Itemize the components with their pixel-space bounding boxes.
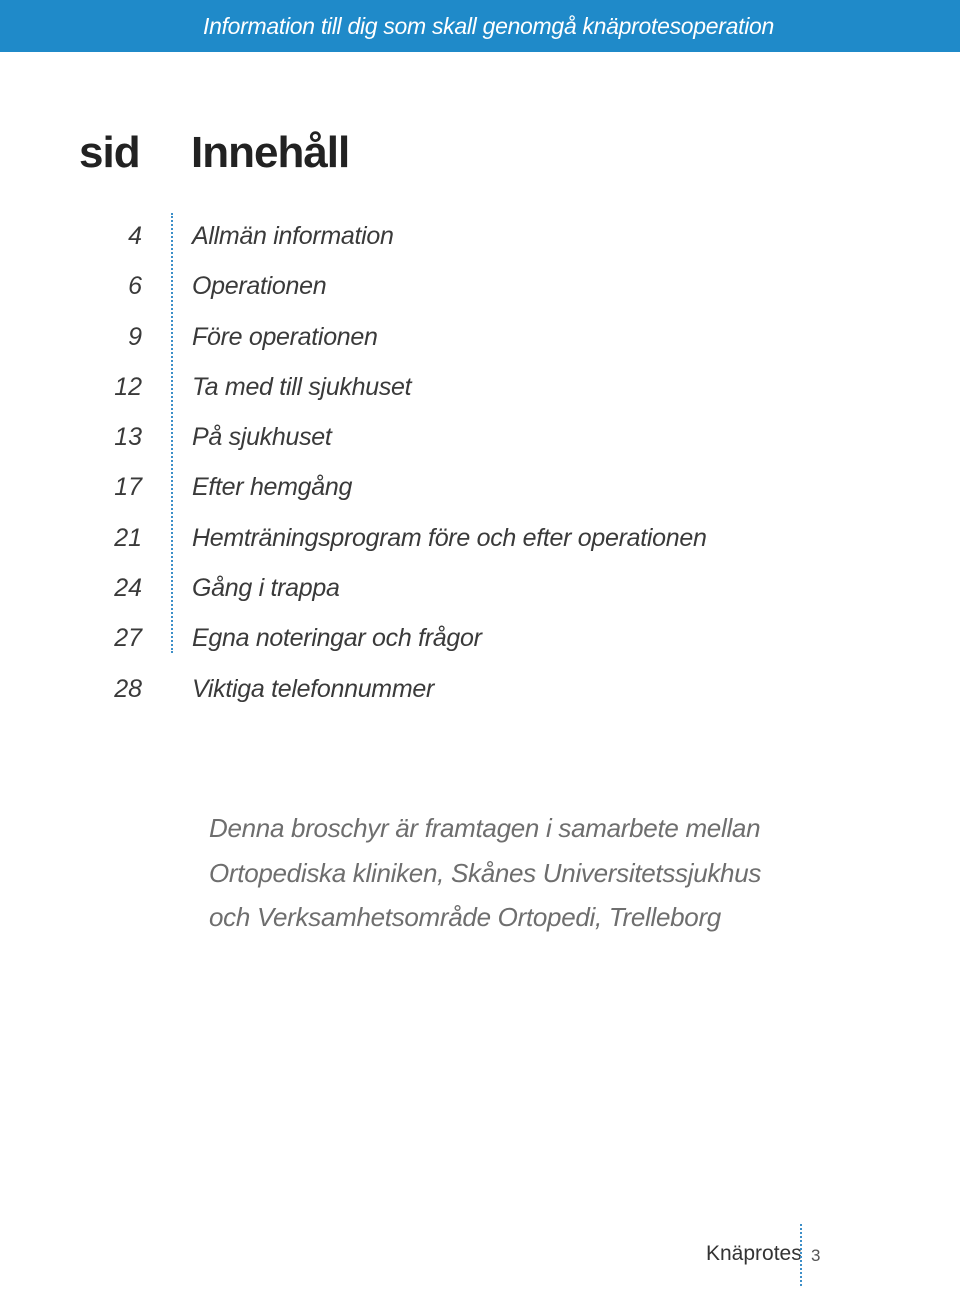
footer-page-number: 3 (811, 1246, 821, 1265)
toc-entry-label: Viktiga telefonnummer (192, 674, 434, 703)
toc-page-number: 27 (114, 624, 142, 653)
credits-line: och Verksamhetsområde Ortopedi, Trelleborg (209, 902, 721, 932)
toc-entry-label: Egna noteringar och frågor (192, 624, 482, 653)
toc-entry-label: Gång i trappa (192, 574, 340, 603)
toc-entry-label: Operationen (192, 272, 327, 301)
header-band (0, 0, 960, 52)
toc-item[interactable] (0, 262, 960, 312)
toc-page-number: 24 (114, 574, 142, 603)
toc-entry-label: Före operationen (192, 322, 378, 351)
toc-page-number: 13 (114, 423, 142, 452)
toc-page-number: 28 (114, 674, 142, 703)
toc-page-number: 12 (114, 372, 142, 401)
toc-page-number: 6 (128, 272, 142, 301)
toc-page-number: 17 (114, 473, 142, 502)
page-title: Innehåll (191, 128, 350, 177)
toc-entry-label: Ta med till sjukhuset (192, 372, 412, 401)
toc-page-number: 21 (114, 523, 142, 552)
header-title: Information till dig som skall genomgå knäprotesoperation (203, 13, 774, 39)
toc-item[interactable] (0, 363, 960, 413)
toc-entry-label: Hemträningsprogram före och efter operationen (192, 523, 707, 552)
toc-item[interactable] (0, 413, 960, 463)
page-column-heading: sid (79, 128, 140, 177)
credits-text (209, 806, 761, 940)
toc-item[interactable] (0, 564, 960, 614)
credits-line: Denna broschyr är framtagen i samarbete mellan (209, 813, 761, 843)
toc-item[interactable] (0, 463, 960, 513)
toc-entry-label: Allmän information (192, 222, 394, 250)
toc-item[interactable] (0, 313, 960, 363)
credits-line: Ortopediska kliniken, Skånes Universitetssjukhus (209, 857, 762, 888)
toc-entry-label: På sjukhuset (192, 423, 332, 452)
table-of-contents (0, 212, 960, 715)
toc-page-number: 4 (128, 222, 142, 250)
toc-item[interactable] (0, 514, 960, 564)
footer-divider (800, 1224, 802, 1286)
toc-item[interactable] (0, 665, 960, 715)
toc-entry-label: Efter hemgång (192, 473, 353, 502)
toc-page-number: 9 (128, 322, 142, 351)
toc-item[interactable] (0, 212, 960, 262)
toc-item[interactable] (0, 614, 960, 664)
footer-document-name: Knäprotes (706, 1242, 802, 1265)
